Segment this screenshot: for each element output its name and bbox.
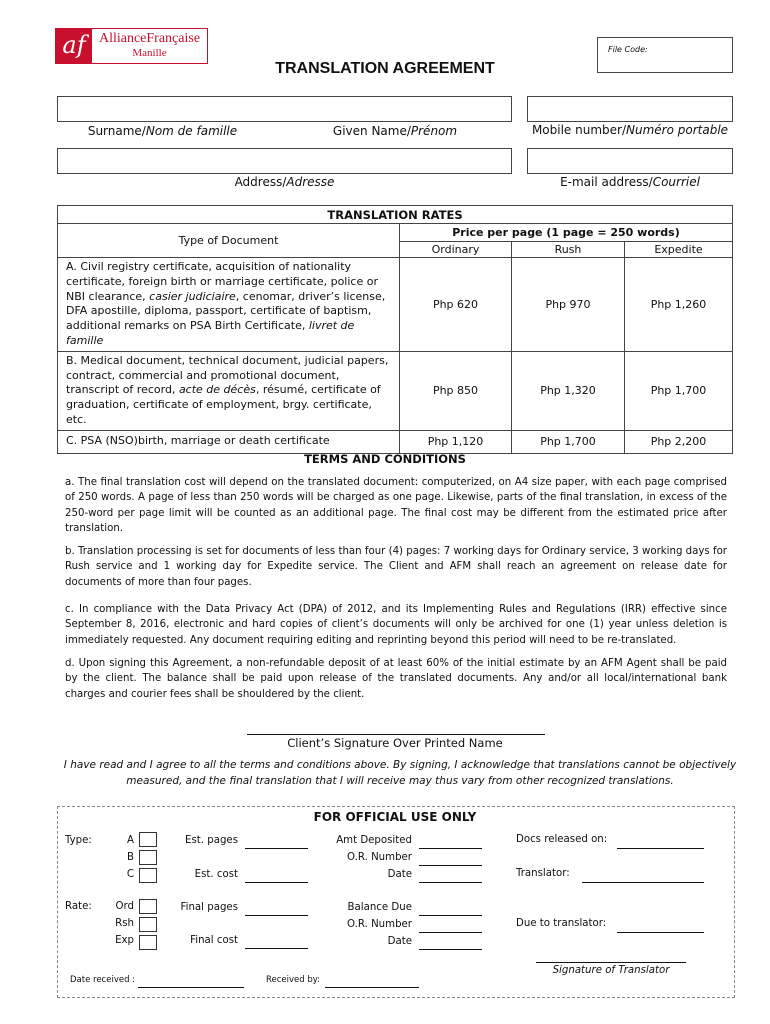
type-label: Type:: [65, 835, 92, 846]
amt-deposited-label: Amt Deposited: [336, 835, 412, 846]
date-field-2[interactable]: [419, 949, 482, 950]
rate-exp-checkbox[interactable]: [139, 935, 157, 950]
client-signature-line[interactable]: [247, 734, 545, 735]
col-ordinary: Ordinary: [400, 242, 512, 258]
name-input[interactable]: [57, 96, 512, 122]
rate-option-exp-label: Exp: [115, 935, 134, 946]
or-number-label-2: O.R. Number: [347, 919, 412, 930]
or-number-field-1[interactable]: [419, 865, 482, 866]
translator-signature-label: Signature of Translator: [552, 965, 670, 976]
term-a: a. The final translation cost will depend on the translated document: computerized, on A4 size paper, with each page comprised of 250 words. A page of less than 250 words will be charged as one page. Likewise, parts of the final translation, in excess of the 250-word per page limit will be counted as an additional page. The final cost may be different from the estimated price after translation.: [65, 477, 727, 535]
type-option-b-label: B: [127, 852, 134, 863]
est-pages-label: Est. pages: [185, 835, 238, 846]
row-a-expedite: Php 1,260: [625, 258, 733, 352]
received-by-label: Received by:: [266, 975, 321, 985]
rate-option-rsh-label: Rsh: [115, 918, 134, 929]
email-input[interactable]: [527, 148, 733, 174]
final-cost-label: Final cost: [190, 935, 238, 946]
row-a-description: A. Civil registry certificate, acquisition of nationality certificate, foreign birth or marriage certificate, police or NBI clearance, casier judiciaire, cenomar, driver’s license, DFA apostille, diploma, passport, certificate of baptism, additional remarks on PSA Birth Certificate, livret de famille: [58, 258, 400, 352]
date-label-1: Date: [387, 869, 412, 880]
row-b-rush: Php 1,320: [512, 351, 625, 430]
balance-due-field[interactable]: [419, 915, 482, 916]
acknowledgement-text: I have read and I agree to all the terms and conditions above. By signing, I acknowledge that translations cannot be objectively measured, and the final translation that I will receive may thus vary from other recognized translations.: [63, 759, 737, 787]
rate-label: Rate:: [65, 901, 92, 912]
date-received-field[interactable]: [138, 987, 244, 988]
table-row: [58, 351, 733, 430]
translator-label: Translator:: [516, 868, 570, 879]
given-name-label: Given Name/Prénom: [332, 124, 458, 138]
address-input[interactable]: [57, 148, 512, 174]
amt-deposited-field[interactable]: [419, 848, 482, 849]
rates-title: TRANSLATION RATES: [58, 206, 733, 224]
final-cost-field[interactable]: [245, 948, 308, 949]
af-logo-icon: af: [56, 29, 92, 63]
docs-released-label: Docs released on:: [516, 834, 608, 845]
price-per-page-header: Price per page (1 page = 250 words): [400, 224, 733, 242]
logo-city: Manille: [132, 47, 167, 59]
received-by-field[interactable]: [325, 987, 419, 988]
row-c-expedite: Php 2,200: [625, 430, 733, 453]
term-b: b. Translation processing is set for documents of less than four (4) pages: 7 working days for Ordinary service, 3 working days for Rush service and 1 working day for Expedite service. The Client and AFM shall reach an agreement on release date for documents of more than four pages.: [65, 546, 727, 588]
surname-label: Surname/Nom de famille: [87, 124, 238, 138]
est-cost-field[interactable]: [245, 882, 308, 883]
row-c-description: C. PSA (NSO)birth, marriage or death certificate: [58, 430, 400, 453]
alliance-francaise-logo: [55, 28, 208, 64]
row-b-ordinary: Php 850: [400, 351, 512, 430]
email-label: E-mail address/Courriel: [560, 175, 700, 189]
date-label-2: Date: [387, 936, 412, 947]
translation-rates-table: [57, 205, 733, 454]
terms-title: TERMS AND CONDITIONS: [304, 452, 466, 466]
row-a-ordinary: Php 620: [400, 258, 512, 352]
type-b-checkbox[interactable]: [139, 850, 157, 865]
type-c-checkbox[interactable]: [139, 868, 157, 883]
docs-released-field[interactable]: [617, 848, 704, 849]
col-rush: Rush: [512, 242, 625, 258]
mobile-label: Mobile number/Numéro portable: [531, 123, 729, 137]
row-b-expedite: Php 1,700: [625, 351, 733, 430]
col-expedite: Expedite: [625, 242, 733, 258]
official-use-title: FOR OFFICIAL USE ONLY: [313, 810, 477, 824]
address-label: Address/Adresse: [234, 175, 335, 189]
rate-ord-checkbox[interactable]: [139, 899, 157, 914]
balance-due-label: Balance Due: [347, 902, 412, 913]
table-row: [58, 430, 733, 453]
est-cost-label: Est. cost: [194, 869, 238, 880]
row-c-ordinary: Php 1,120: [400, 430, 512, 453]
est-pages-field[interactable]: [245, 848, 308, 849]
due-to-translator-label: Due to translator:: [516, 918, 607, 929]
final-pages-label: Final pages: [180, 902, 238, 913]
or-number-field-2[interactable]: [419, 932, 482, 933]
file-code-label: File Code:: [608, 45, 648, 54]
table-row: [58, 258, 733, 352]
term-d: d. Upon signing this Agreement, a non-refundable deposit of at least 60% of the initial estimate by an AFM Agent shall be paid by the client. The balance shall be paid upon release of the translated documents. Any and/or all local/international bank charges and courier fees shall be shouldered by the client.: [65, 658, 727, 700]
client-signature-label: Client’s Signature Over Printed Name: [287, 736, 503, 750]
translator-field[interactable]: [582, 882, 704, 883]
type-of-document-header: Type of Document: [58, 224, 400, 258]
mobile-input[interactable]: [527, 96, 733, 122]
rate-option-ord-label: Ord: [115, 901, 134, 912]
date-received-label: Date received :: [70, 975, 136, 985]
rate-rsh-checkbox[interactable]: [139, 917, 157, 932]
date-field-1[interactable]: [419, 882, 482, 883]
type-option-c-label: C: [126, 869, 134, 880]
type-a-checkbox[interactable]: [139, 832, 157, 847]
due-to-translator-field[interactable]: [617, 932, 704, 933]
logo-brand-name: AllianceFrançaise: [98, 31, 201, 46]
final-pages-field[interactable]: [245, 915, 308, 916]
row-b-description: B. Medical document, technical document, judicial papers, contract, commercial and promotional document, transcript of record, acte de décès, résumé, certificate of graduation, certificate of employment, brgy. certificate, etc.: [58, 351, 400, 430]
type-option-a-label: A: [127, 835, 134, 846]
row-c-rush: Php 1,700: [512, 430, 625, 453]
term-c: c. In compliance with the Data Privacy Act (DPA) of 2012, and its Implementing Rules and Regulations (IRR) effective since September 8, 2016, electronic and hard copies of client’s documents will only be archived for one (1) year unless deletion is immediately requested. Any document requiring editing and reprinting beyond this period will need to be re-translated.: [65, 604, 727, 646]
row-a-rush: Php 970: [512, 258, 625, 352]
page-title: TRANSLATION AGREEMENT: [275, 60, 495, 77]
or-number-label-1: O.R. Number: [347, 852, 412, 863]
translator-signature-line[interactable]: [536, 962, 686, 963]
